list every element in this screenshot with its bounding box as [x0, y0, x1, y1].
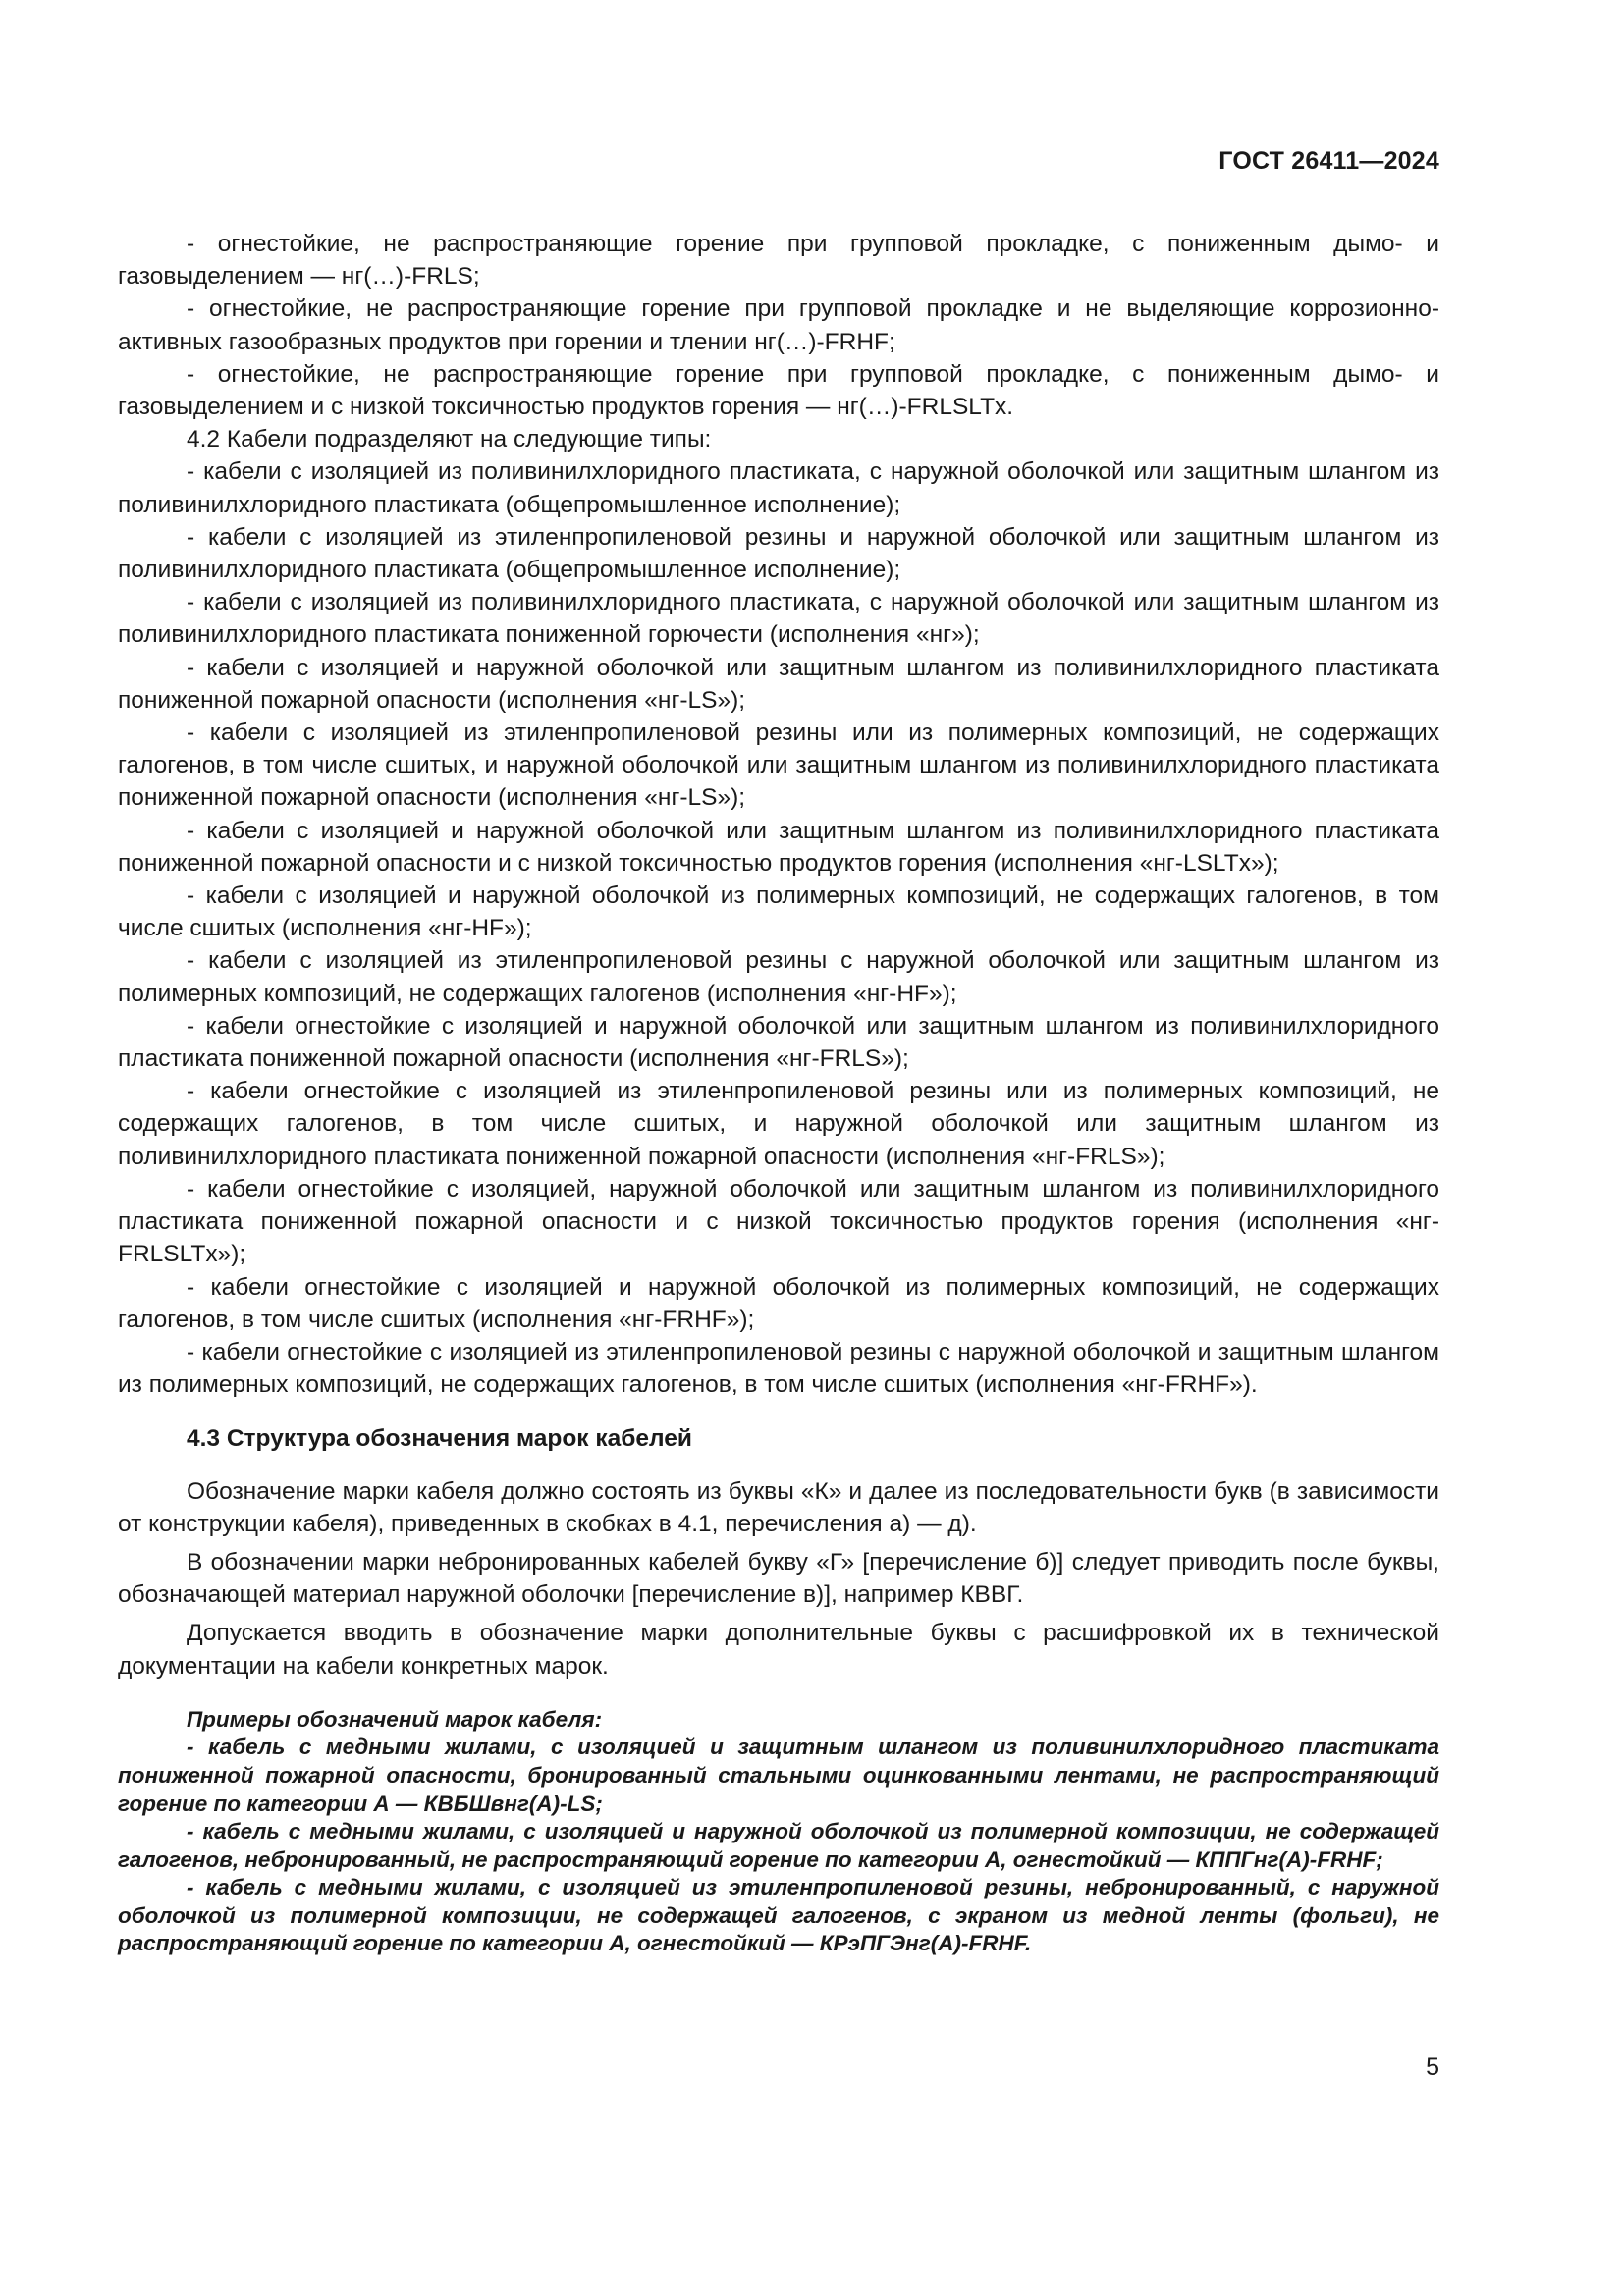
standard-number: ГОСТ 26411—2024 — [1218, 147, 1439, 175]
examples-title: Примеры обозначений марок кабеля: — [187, 1706, 603, 1732]
list-item: - кабели с изоляцией из этиленпропиленовой резины и наружной оболочкой или защитным шлангом из поливинилхлоридного пластиката (общепромышленное исполнение); — [118, 523, 1439, 584]
list-item: - огнестойкие, не распространяющие горение при групповой прокладке и не выделяющие коррозионно-активных газообразных продуктов при горении и тлении нг(…)-FRHF; — [118, 295, 1439, 355]
page-number: 5 — [1426, 2054, 1439, 2081]
list-item: - кабели огнестойкие с изоляцией из этиленпропиленовой резины или из полимерных композиций, не содержащих галогенов, в том числе сшитых, и наружной оболочкой или защитным шлангом из поливинилхлоридного пластиката пониженной пожарной опасности (исполнения «нг-FRLS»); — [118, 1078, 1439, 1170]
example-item: - кабель с медными жилами, с изоляцией и защитным шлангом из поливинилхлоридного пластиката пониженной пожарной опасности, бронированный стальными оцинкованными лентами, не распространяющий горение по категории А — КВБШвнг(А)-LS; — [118, 1735, 1439, 1816]
list-item: - кабели огнестойкие с изоляцией и наружной оболочкой из полимерных композиций, не содержащих галогенов, в том числе сшитых (исполнения «нг-FRHF»); — [118, 1273, 1439, 1333]
list-item: - кабели с изоляцией из поливинилхлоридного пластиката, с наружной оболочкой или защитным шлангом из поливинилхлоридного пластиката (общепромышленное исполнение); — [118, 458, 1439, 518]
list-item: - кабели с изоляцией из этиленпропиленовой резины с наружной оболочкой или защитным шлангом из полимерных композиций, не содержащих галогенов (исполнения «нг-HF»); — [118, 947, 1439, 1007]
list-item: - кабели с изоляцией и наружной оболочкой из полимерных композиций, не содержащих галогенов, в том числе сшитых (исполнения «нг-HF»); — [118, 882, 1439, 942]
list-item: - огнестойкие, не распространяющие горение при групповой прокладке, с пониженным дымо- и газовыделением и с низкой токсичностью продуктов горения — нг(…)-FRLSLTx. — [118, 360, 1439, 421]
section-4-2-intro: 4.2 Кабели подразделяют на следующие типы: — [187, 426, 712, 454]
list-item: - кабели с изоляцией из этиленпропиленовой резины или из полимерных композиций, не содержащих галогенов, в том числе сшитых, и наружной оболочкой или защитным шлангом из поливинилхлоридного пластиката пониженной пожарной опасности (исполнения «нг-LS»); — [118, 720, 1439, 812]
list-item: - кабели с изоляцией и наружной оболочкой или защитным шлангом из поливинилхлоридного пластиката пониженной пожарной опасности (исполнения «нг-LS»); — [118, 654, 1439, 714]
example-item: - кабель с медными жилами, с изоляцией из этиленпропиленовой резины, небронированный, с наружной оболочкой из полимерной композиции, не содержащей галогенов, с экраном из медной ленты (фольги), не распространяющий горение по категории А, огнестойкий — КРэПГЭнг(А)-FRHF. — [118, 1875, 1439, 1956]
list-item: - огнестойкие, не распространяющие горение при групповой прокладке, с пониженным дымо- и газовыделением — нг(…)-FRLS; — [118, 231, 1439, 291]
list-item: - кабели с изоляцией и наружной оболочкой или защитным шлангом из поливинилхлоридного пластиката пониженной пожарной опасности и с низкой токсичностью продуктов горения (исполнения «нг-LSLTx»); — [118, 817, 1439, 877]
section-paragraph: Обозначение марки кабеля должно состоять из буквы «К» и далее из последовательности букв (в зависимости от конструкции кабеля), приведенных в скобках в 4.1, перечисления а) — д). — [118, 1477, 1439, 1537]
section-4-3-heading: 4.3 Структура обозначения марок кабелей — [187, 1425, 692, 1453]
section-paragraph: В обозначении марки небронированных кабелей букву «Г» [перечисление б)] следует приводить после буквы, обозначающей материал наружной оболочки [перечисление в)], например КВВГ. — [118, 1548, 1439, 1609]
list-item: - кабели огнестойкие с изоляцией, наружной оболочкой или защитным шлангом из поливинилхлоридного пластиката пониженной пожарной опасности и с низкой токсичностью продуктов горения (исполнения «нг-FRLSLTx»); — [118, 1175, 1439, 1268]
page-content — [118, 228, 1439, 1958]
list-item: - кабели огнестойкие с изоляцией и наружной оболочкой или защитным шлангом из поливинилхлоридного пластиката пониженной пожарной опасности (исполнения «нг-FRLS»); — [118, 1012, 1439, 1073]
section-paragraph: Допускается вводить в обозначение марки дополнительные буквы с расшифровкой их в технической документации на кабели конкретных марок. — [118, 1620, 1439, 1680]
list-item: - кабели с изоляцией из поливинилхлоридного пластиката, с наружной оболочкой или защитным шлангом из поливинилхлоридного пластиката пониженной горючести (исполнения «нг»); — [118, 589, 1439, 649]
example-item: - кабель с медными жилами, с изоляцией и наружной оболочкой из полимерной композиции, не содержащей галогенов, небронированный, не распространяющий горение по категории А, огнестойкий — КППГнг(А)-FRHF; — [118, 1819, 1439, 1872]
list-item: - кабели огнестойкие с изоляцией из этиленпропиленовой резины с наружной оболочкой и защитным шлангом из полимерных композиций, не содержащих галогенов, в том числе сшитых (исполнения «нг-FRHF»). — [118, 1338, 1439, 1399]
examples-block — [118, 1706, 1439, 1958]
